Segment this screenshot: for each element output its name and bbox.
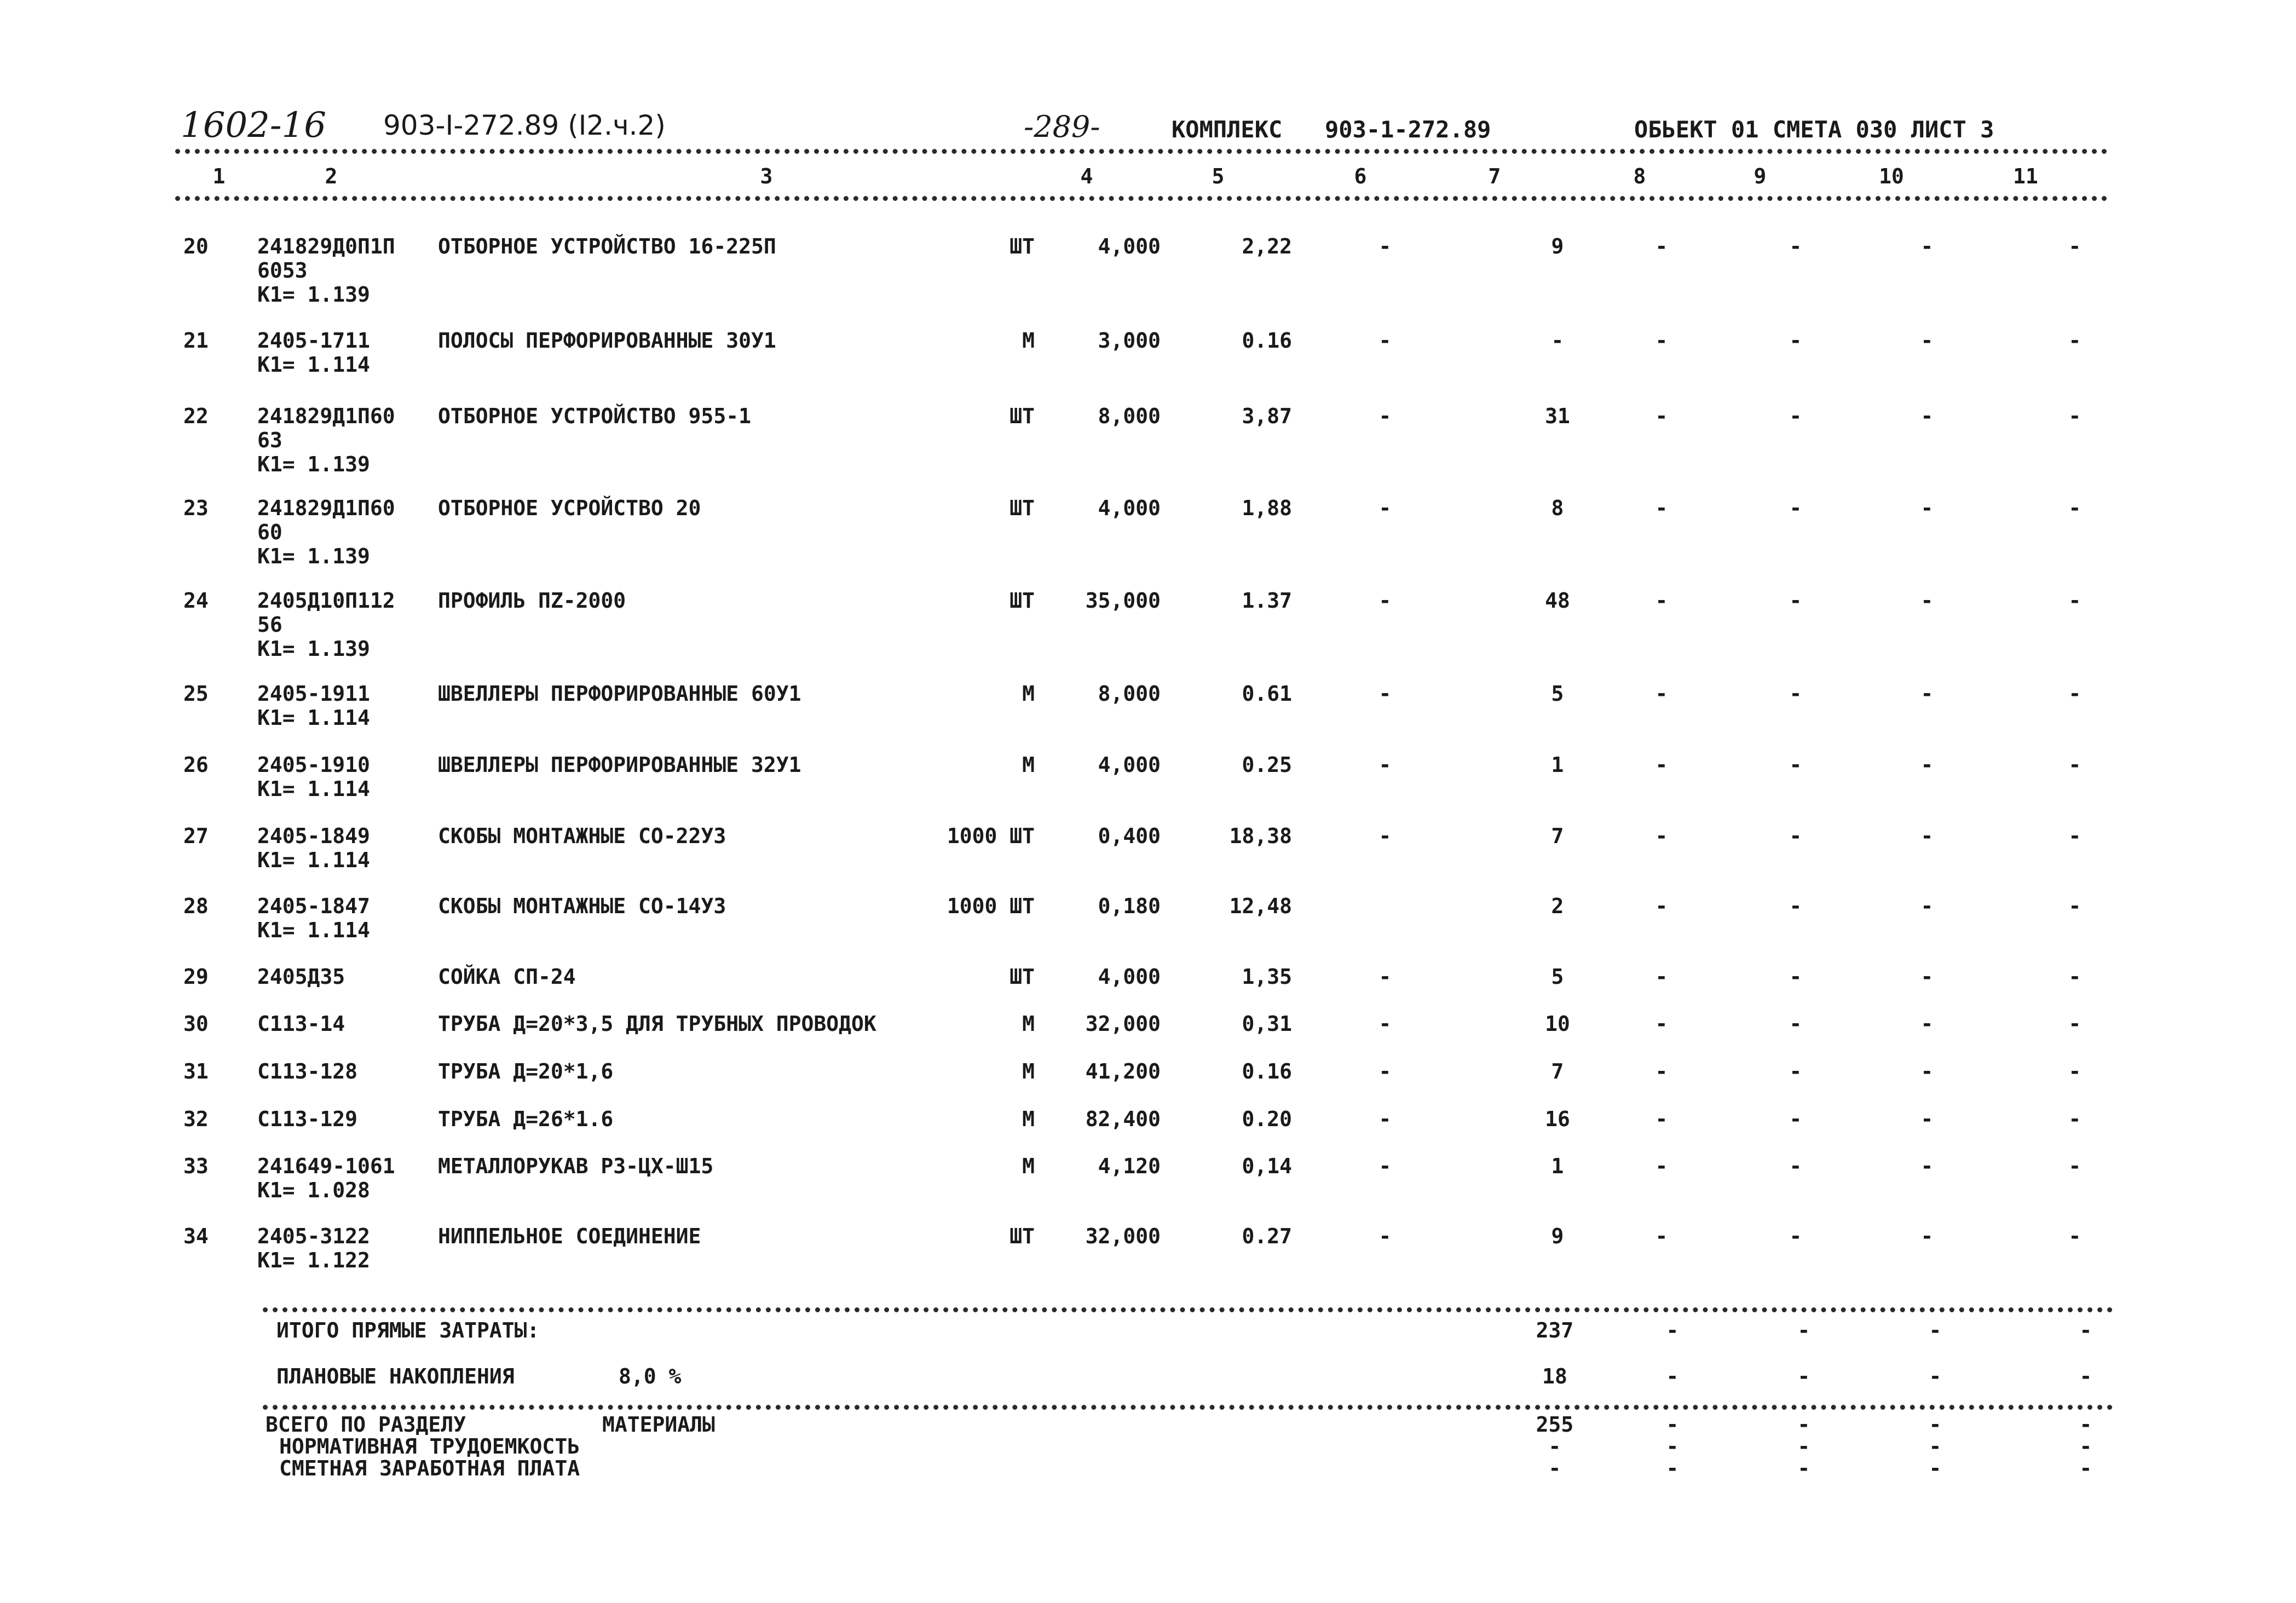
row-number: 28: [183, 894, 209, 918]
direct-value: -: [2079, 1318, 2092, 1342]
column-number: 3: [760, 164, 773, 188]
labor-value: -: [1548, 1434, 1561, 1458]
col6-value: -: [1378, 1059, 1392, 1083]
column-number: 6: [1354, 164, 1367, 188]
item-unit: 1000 ШТ: [947, 824, 1035, 848]
item-code-note: 60: [257, 520, 282, 544]
wage-value: -: [2079, 1456, 2092, 1480]
item-name: ПОЛОСЫ ПЕРФОРИРОВАННЫЕ 30У1: [438, 328, 776, 353]
col9-value: -: [1789, 682, 1802, 706]
item-code-note: 56: [257, 613, 282, 637]
col9-value: -: [1789, 753, 1802, 777]
labor-value: -: [1929, 1434, 1942, 1458]
planned-value: -: [2079, 1364, 2092, 1388]
col9-value: -: [1789, 1059, 1802, 1083]
col6-value: -: [1378, 1012, 1392, 1036]
item-code: 241829Д0П1П: [257, 234, 395, 258]
col8-value: -: [1655, 1059, 1668, 1083]
wage-value: -: [1548, 1456, 1561, 1480]
item-name: ШВЕЛЛЕРЫ ПЕРФОРИРОВАННЫЕ 60У1: [438, 682, 801, 706]
planned-value: -: [1797, 1364, 1810, 1388]
item-unit: ШТ: [1009, 496, 1035, 520]
item-code: 2405Д10П112: [257, 589, 395, 613]
col7-value: 31: [1545, 404, 1570, 428]
col9-value: -: [1789, 894, 1802, 918]
col10-value: -: [1920, 328, 1934, 353]
item-quantity: 32,000: [1085, 1012, 1161, 1036]
col7-value: 7: [1551, 824, 1564, 848]
col7-value: 8: [1551, 496, 1564, 520]
item-code-note: К1= 1.114: [257, 777, 370, 801]
col10-value: -: [1920, 404, 1934, 428]
item-price: 12,48: [1229, 894, 1292, 918]
col7-value: 9: [1551, 1224, 1564, 1248]
col10-value: -: [1920, 1154, 1934, 1178]
row-number: 32: [183, 1107, 209, 1131]
complex-number: 903-1-272.89: [1325, 116, 1491, 143]
col10-value: -: [1920, 682, 1934, 706]
complex-label: КОМПЛЕКС: [1172, 116, 1283, 143]
col8-value: -: [1655, 1107, 1668, 1131]
item-name: ТРУБА Д=20*3,5 ДЛЯ ТРУБНЫХ ПРОВОДОК: [438, 1012, 876, 1036]
item-unit: ШТ: [1009, 589, 1035, 613]
item-price: 0.25: [1242, 753, 1292, 777]
header-rule-top: [175, 149, 2108, 154]
item-code: 2405-1849: [257, 824, 370, 848]
col9-value: -: [1789, 589, 1802, 613]
col8-value: -: [1655, 589, 1668, 613]
item-code: 2405-1847: [257, 894, 370, 918]
row-number: 21: [183, 328, 209, 353]
item-quantity: 0,180: [1098, 894, 1161, 918]
item-code: 241829Д1П60: [257, 496, 395, 520]
item-code-note: К1= 1.139: [257, 544, 370, 568]
item-price: 0.16: [1242, 1059, 1292, 1083]
item-quantity: 8,000: [1098, 682, 1161, 706]
col11-value: -: [2068, 1154, 2081, 1178]
col8-value: -: [1655, 404, 1668, 428]
col9-value: -: [1789, 824, 1802, 848]
item-unit: М: [1022, 753, 1035, 777]
column-number: 11: [2013, 164, 2038, 188]
item-unit: М: [1022, 1107, 1035, 1131]
item-code: С113-129: [257, 1107, 358, 1131]
section-value: -: [1797, 1412, 1810, 1437]
item-code-note: К1= 1.139: [257, 282, 370, 307]
col6-value: -: [1378, 824, 1392, 848]
item-code-note: К1= 1.114: [257, 918, 370, 942]
item-code: С113-128: [257, 1059, 358, 1083]
item-price: 0.20: [1242, 1107, 1292, 1131]
section-value: -: [1666, 1412, 1679, 1437]
labor-value: -: [2079, 1434, 2092, 1458]
col11-value: -: [2068, 682, 2081, 706]
item-code-note: 63: [257, 428, 282, 452]
item-name: ОТБОРНОЕ УСРОЙСТВО 20: [438, 496, 701, 520]
item-quantity: 3,000: [1098, 328, 1161, 353]
item-price: 1,88: [1242, 496, 1292, 520]
col6-value: -: [1378, 965, 1392, 989]
item-code: 241649-1061: [257, 1154, 395, 1178]
header-rule-bottom: [175, 196, 2108, 201]
item-code-note: К1= 1.028: [257, 1178, 370, 1202]
column-number: 5: [1212, 164, 1225, 188]
row-number: 25: [183, 682, 209, 706]
item-code: 241829Д1П60: [257, 404, 395, 428]
item-quantity: 4,000: [1098, 753, 1161, 777]
item-unit: М: [1022, 1154, 1035, 1178]
col7-value: 5: [1551, 682, 1564, 706]
col11-value: -: [2068, 1012, 2081, 1036]
item-name: МЕТАЛЛОРУКАВ Р3-ЦХ-Ш15: [438, 1154, 714, 1178]
col8-value: -: [1655, 682, 1668, 706]
item-code: 2405-1910: [257, 753, 370, 777]
item-code: 2405-1911: [257, 682, 370, 706]
column-number: 7: [1488, 164, 1501, 188]
col9-value: -: [1789, 496, 1802, 520]
col11-value: -: [2068, 1059, 2081, 1083]
col6-value: -: [1378, 234, 1392, 258]
col11-value: -: [2068, 496, 2081, 520]
col11-value: -: [2068, 894, 2081, 918]
planned-percent: 8,0 %: [619, 1364, 682, 1388]
col11-value: -: [2068, 753, 2081, 777]
col11-value: -: [2068, 965, 2081, 989]
row-number: 33: [183, 1154, 209, 1178]
planned-value: -: [1929, 1364, 1942, 1388]
col8-value: -: [1655, 1012, 1668, 1036]
col6-value: -: [1378, 404, 1392, 428]
materials-label: МАТЕРИАЛЫ: [602, 1412, 715, 1437]
col7-value: 16: [1545, 1107, 1570, 1131]
col6-value: -: [1378, 1107, 1392, 1131]
totals-rule-middle: [263, 1405, 2113, 1410]
planned-label: ПЛАНОВЫЕ НАКОПЛЕНИЯ: [276, 1364, 515, 1388]
item-unit: М: [1022, 1012, 1035, 1036]
item-quantity: 8,000: [1098, 404, 1161, 428]
item-price: 3,87: [1242, 404, 1292, 428]
col9-value: -: [1789, 1012, 1802, 1036]
col6-value: -: [1378, 589, 1392, 613]
item-code-note: 6053: [257, 258, 308, 282]
col10-value: -: [1920, 496, 1934, 520]
col7-value: 7: [1551, 1059, 1564, 1083]
col10-value: -: [1920, 1224, 1934, 1248]
col10-value: -: [1920, 824, 1934, 848]
item-unit: ШТ: [1009, 234, 1035, 258]
row-number: 30: [183, 1012, 209, 1036]
row-number: 27: [183, 824, 209, 848]
item-name: СОЙКА СП-24: [438, 965, 576, 989]
item-unit: ШТ: [1009, 965, 1035, 989]
col11-value: -: [2068, 589, 2081, 613]
handwritten-code: 1602-16: [181, 105, 326, 146]
item-code: 2405-1711: [257, 328, 370, 353]
item-quantity: 82,400: [1085, 1107, 1161, 1131]
col9-value: -: [1789, 1154, 1802, 1178]
item-code: 2405-3122: [257, 1224, 370, 1248]
col11-value: -: [2068, 824, 2081, 848]
wage-label: СМЕТНАЯ ЗАРАБОТНАЯ ПЛАТА: [279, 1456, 580, 1480]
col6-value: -: [1378, 682, 1392, 706]
item-unit: М: [1022, 1059, 1035, 1083]
item-code: 2405Д35: [257, 965, 345, 989]
item-price: 0.61: [1242, 682, 1292, 706]
item-unit: ШТ: [1009, 1224, 1035, 1248]
direct-value: 237: [1536, 1318, 1574, 1342]
col9-value: -: [1789, 234, 1802, 258]
col8-value: -: [1655, 328, 1668, 353]
item-quantity: 0,400: [1098, 824, 1161, 848]
col11-value: -: [2068, 1224, 2081, 1248]
item-name: СКОБЫ МОНТАЖНЫЕ СО-22У3: [438, 824, 726, 848]
item-price: 0.16: [1242, 328, 1292, 353]
item-name: ШВЕЛЛЕРЫ ПЕРФОРИРОВАННЫЕ 32У1: [438, 753, 801, 777]
col10-value: -: [1920, 965, 1934, 989]
item-name: ТРУБА Д=20*1,6: [438, 1059, 614, 1083]
col10-value: -: [1920, 589, 1934, 613]
item-quantity: 4,000: [1098, 965, 1161, 989]
item-quantity: 41,200: [1085, 1059, 1161, 1083]
col7-value: 1: [1551, 1154, 1564, 1178]
row-number: 24: [183, 589, 209, 613]
col10-value: -: [1920, 1059, 1934, 1083]
col9-value: -: [1789, 404, 1802, 428]
col6-value: -: [1378, 328, 1392, 353]
col8-value: -: [1655, 234, 1668, 258]
column-number: 2: [325, 164, 338, 188]
item-quantity: 35,000: [1085, 589, 1161, 613]
col7-value: 5: [1551, 965, 1564, 989]
item-price: 0.27: [1242, 1224, 1292, 1248]
direct-value: -: [1797, 1318, 1810, 1342]
col8-value: -: [1655, 1154, 1668, 1178]
item-price: 2,22: [1242, 234, 1292, 258]
item-code: С113-14: [257, 1012, 345, 1036]
item-name: НИППЕЛЬНОЕ СОЕДИНЕНИЕ: [438, 1224, 701, 1248]
item-quantity: 4,000: [1098, 496, 1161, 520]
column-number: 1: [212, 164, 226, 188]
col9-value: -: [1789, 1107, 1802, 1131]
row-number: 34: [183, 1224, 209, 1248]
column-number: 4: [1080, 164, 1093, 188]
col10-value: -: [1920, 753, 1934, 777]
direct-value: -: [1666, 1318, 1679, 1342]
col9-value: -: [1789, 965, 1802, 989]
col7-value: 9: [1551, 234, 1564, 258]
item-code-note: К1= 1.139: [257, 452, 370, 476]
column-number: 9: [1753, 164, 1767, 188]
item-price: 1,35: [1242, 965, 1292, 989]
col11-value: -: [2068, 1107, 2081, 1131]
row-number: 22: [183, 404, 209, 428]
row-number: 26: [183, 753, 209, 777]
section-value: 255: [1536, 1412, 1574, 1437]
item-name: СКОБЫ МОНТАЖНЫЕ СО-14У3: [438, 894, 726, 918]
item-name: ОТБОРНОЕ УСТРОЙСТВО 955-1: [438, 404, 751, 428]
col7-value: 10: [1545, 1012, 1570, 1036]
item-code-note: К1= 1.139: [257, 637, 370, 661]
totals-rule-top: [263, 1307, 2113, 1312]
planned-value: -: [1666, 1364, 1679, 1388]
col8-value: -: [1655, 824, 1668, 848]
labor-label: НОРМАТИВНАЯ ТРУДОЕМКОСТЬ: [279, 1434, 580, 1458]
col8-value: -: [1655, 894, 1668, 918]
col10-value: -: [1920, 894, 1934, 918]
item-quantity: 4,000: [1098, 234, 1161, 258]
col11-value: -: [2068, 328, 2081, 353]
labor-value: -: [1666, 1434, 1679, 1458]
row-number: 20: [183, 234, 209, 258]
section-label: ВСЕГО ПО РАЗДЕЛУ: [266, 1412, 466, 1437]
col7-value: -: [1551, 328, 1564, 353]
wage-value: -: [1929, 1456, 1942, 1480]
col9-value: -: [1789, 328, 1802, 353]
wage-value: -: [1666, 1456, 1679, 1480]
item-unit: 1000 ШТ: [947, 894, 1035, 918]
col8-value: -: [1655, 496, 1668, 520]
labor-value: -: [1797, 1434, 1810, 1458]
item-price: 0,14: [1242, 1154, 1292, 1178]
row-number: 23: [183, 496, 209, 520]
planned-value: 18: [1542, 1364, 1567, 1388]
object-info: ОБЬЕКТ 01 СМЕТА 030 ЛИСТ 3: [1634, 116, 1994, 143]
item-code-note: К1= 1.114: [257, 706, 370, 730]
direct-label: ИТОГО ПРЯМЫЕ ЗАТРАТЫ:: [276, 1318, 540, 1342]
item-code-note: К1= 1.114: [257, 353, 370, 377]
col6-value: -: [1378, 496, 1392, 520]
col10-value: -: [1920, 1107, 1934, 1131]
column-number: 8: [1633, 164, 1646, 188]
col11-value: -: [2068, 234, 2081, 258]
item-quantity: 4,120: [1098, 1154, 1161, 1178]
wage-value: -: [1797, 1456, 1810, 1480]
doc-number: 903-I-272.89 (I2.ч.2): [383, 109, 666, 141]
item-name: ТРУБА Д=26*1.6: [438, 1107, 614, 1131]
section-value: -: [1929, 1412, 1942, 1437]
item-name: ПРОФИЛЬ ПZ-2000: [438, 589, 626, 613]
column-number: 10: [1879, 164, 1904, 188]
page-number: -289-: [1024, 109, 1100, 144]
item-unit: М: [1022, 682, 1035, 706]
col10-value: -: [1920, 1012, 1934, 1036]
col7-value: 2: [1551, 894, 1564, 918]
item-price: 0,31: [1242, 1012, 1292, 1036]
item-code-note: К1= 1.114: [257, 848, 370, 872]
col8-value: -: [1655, 1224, 1668, 1248]
item-price: 18,38: [1229, 824, 1292, 848]
col10-value: -: [1920, 234, 1934, 258]
col8-value: -: [1655, 753, 1668, 777]
item-unit: М: [1022, 328, 1035, 353]
direct-value: -: [1929, 1318, 1942, 1342]
col8-value: -: [1655, 965, 1668, 989]
row-number: 31: [183, 1059, 209, 1083]
item-quantity: 32,000: [1085, 1224, 1161, 1248]
col6-value: -: [1378, 753, 1392, 777]
col7-value: 1: [1551, 753, 1564, 777]
col6-value: -: [1378, 1224, 1392, 1248]
col11-value: -: [2068, 404, 2081, 428]
item-unit: ШТ: [1009, 404, 1035, 428]
row-number: 29: [183, 965, 209, 989]
col6-value: -: [1378, 1154, 1392, 1178]
item-name: ОТБОРНОЕ УСТРОЙСТВО 16-225П: [438, 234, 776, 258]
item-code-note: К1= 1.122: [257, 1248, 370, 1272]
col7-value: 48: [1545, 589, 1570, 613]
section-value: -: [2079, 1412, 2092, 1437]
item-price: 1.37: [1242, 589, 1292, 613]
col9-value: -: [1789, 1224, 1802, 1248]
